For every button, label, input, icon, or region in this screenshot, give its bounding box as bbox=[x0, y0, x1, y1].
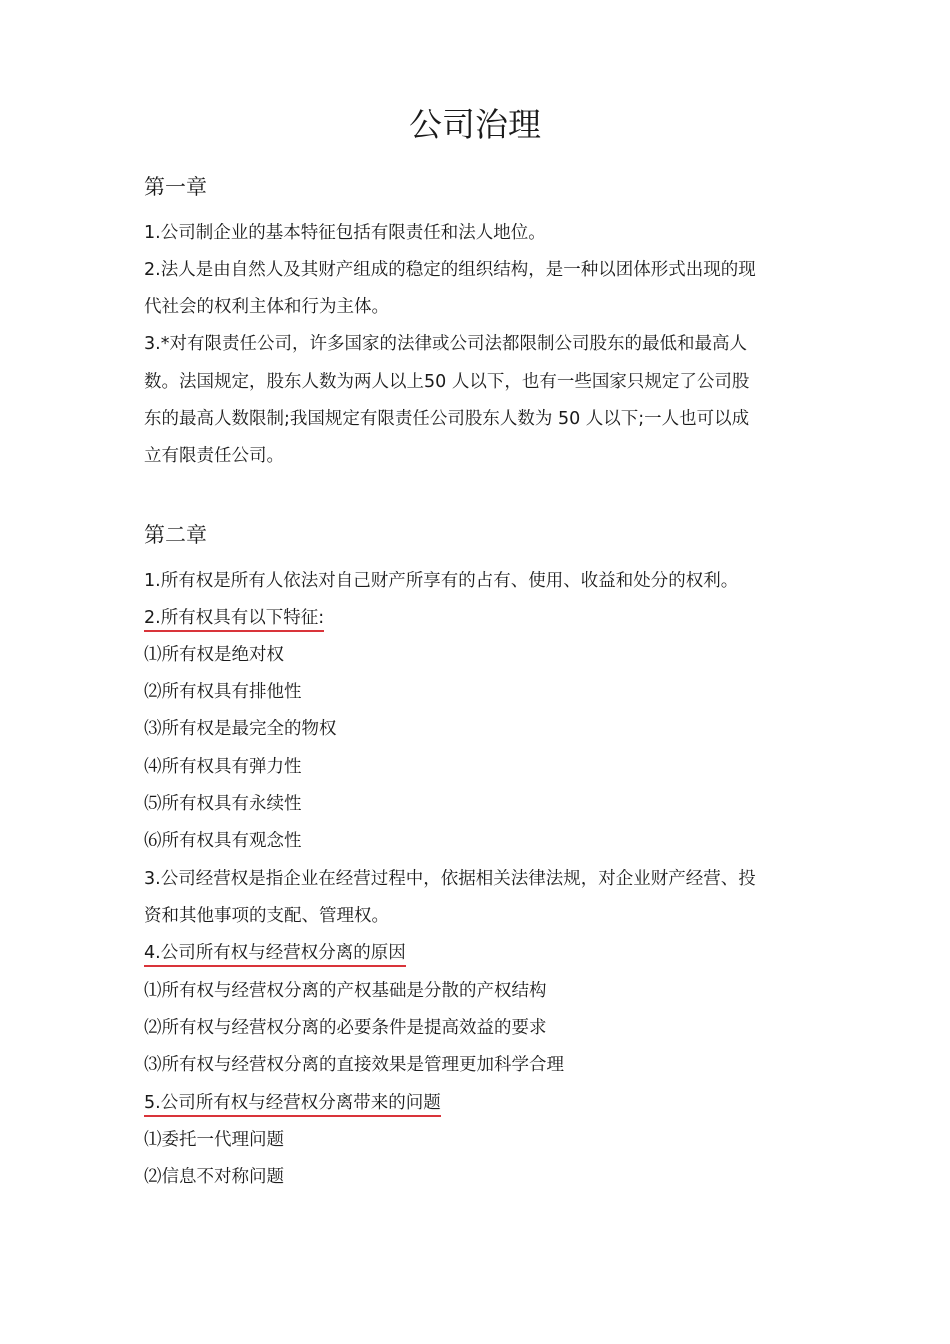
document-title: 公司治理 bbox=[409, 105, 541, 144]
ch1-item-1: 1.公司制企业的基本特征包括有限责任和法人地位。 bbox=[144, 223, 546, 243]
chapter-1-heading: 第一章 bbox=[144, 175, 207, 199]
ch1-item-2-line-1: 2.法人是由自然人及其财产组成的稳定的组织结构，是一种以团体形式出现的现 bbox=[144, 260, 756, 280]
ch2-item-2-underlined: 2.所有权具有以下特征: bbox=[144, 608, 324, 632]
ch2-item-3-line-1: 3.公司经营权是指企业在经营过程中，依据相关法律法规，对企业财产经营、投 bbox=[144, 869, 756, 889]
ch1-item-3-line-1: 3.*对有限责任公司，许多国家的法律或公司法都限制公司股东的最低和最高人 bbox=[144, 334, 747, 354]
ch2-item-4-underlined: 4.公司所有权与经营权分离的原因 bbox=[144, 943, 406, 967]
chapter-2-heading: 第二章 bbox=[144, 523, 207, 547]
ch2-item-4-sub-3: ⑶所有权与经营权分离的直接效果是管理更加科学合理 bbox=[144, 1055, 564, 1075]
ch2-item-1: 1.所有权是所有人依法对自己财产所享有的占有、使用、收益和处分的权利。 bbox=[144, 571, 739, 591]
ch1-item-3-line-4: 立有限责任公司。 bbox=[144, 446, 284, 466]
ch1-item-3-line-3: 东的最高人数限制;我国规定有限责任公司股东人数为 50 人以下;一人也可以成 bbox=[144, 409, 750, 429]
ch2-sub-6: ⑹所有权具有观念性 bbox=[144, 831, 302, 851]
ch1-item-3-line-2: 数。法国规定，股东人数为两人以上50 人以下，也有一些国家只规定了公司股 bbox=[144, 372, 750, 392]
ch2-item-3-line-2: 资和其他事项的支配、管理权。 bbox=[144, 906, 389, 926]
ch2-sub-3: ⑶所有权是最完全的物权 bbox=[144, 719, 337, 739]
ch1-item-2-line-2: 代社会的权利主体和行为主体。 bbox=[144, 297, 389, 317]
ch2-item-4-wrapper bbox=[144, 941, 406, 965]
ch2-sub-1: ⑴所有权是绝对权 bbox=[144, 645, 284, 665]
ch2-item-2-wrapper bbox=[144, 606, 324, 630]
ch2-item-5-sub-2: ⑵信息不对称问题 bbox=[144, 1167, 284, 1187]
ch2-item-5-wrapper bbox=[144, 1091, 441, 1115]
ch2-item-4-sub-1: ⑴所有权与经营权分离的产权基础是分散的产权结构 bbox=[144, 981, 547, 1001]
ch2-item-5-underlined: 5.公司所有权与经营权分离带来的问题 bbox=[144, 1093, 441, 1117]
ch2-sub-4: ⑷所有权具有弹力性 bbox=[144, 757, 302, 777]
ch2-item-5-sub-1: ⑴委托一代理问题 bbox=[144, 1130, 284, 1150]
ch2-sub-2: ⑵所有权具有排他性 bbox=[144, 682, 302, 702]
ch2-sub-5: ⑸所有权具有永续性 bbox=[144, 794, 302, 814]
ch2-item-4-sub-2: ⑵所有权与经营权分离的必要条件是提高效益的要求 bbox=[144, 1018, 547, 1038]
